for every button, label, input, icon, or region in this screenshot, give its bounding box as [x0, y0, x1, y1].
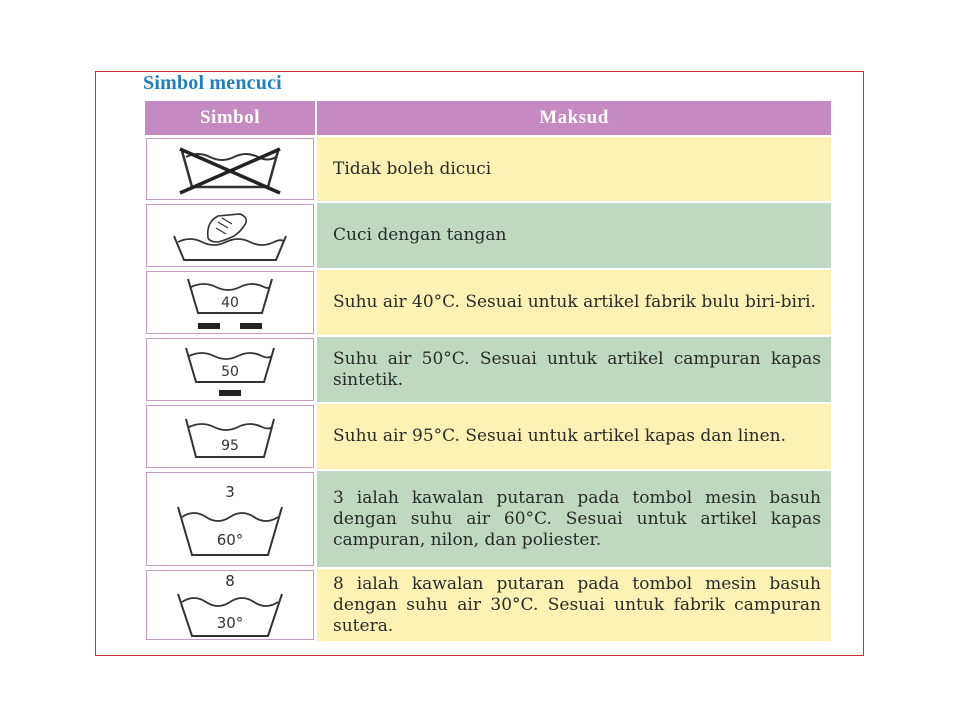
symbol-cell [144, 403, 316, 470]
meaning-cell: 8 ialah kawalan putaran pada tombol mesin basuh dengan suhu air 30°C. Sesuai untuk fabrik campuran sutera. [316, 568, 832, 642]
meaning-cell: Tidak boleh dicuci [316, 136, 832, 202]
temperature-label: 50 [221, 363, 239, 380]
meaning-cell: Cuci dengan tangan [316, 202, 832, 269]
do-not-wash-icon [160, 141, 300, 197]
table-row [144, 336, 832, 403]
temperature-label: 30° [216, 614, 244, 632]
machine-wash-30-icon [160, 570, 300, 640]
table-header-row [144, 100, 832, 136]
symbol-cell [144, 470, 316, 568]
spin-level-label: 8 [225, 572, 235, 590]
table-row [144, 403, 832, 470]
temperature-label: 95 [221, 437, 239, 454]
meaning-cell: Suhu air 50°C. Sesuai untuk artikel campuran kapas sintetik. [316, 336, 832, 403]
symbol-cell [144, 202, 316, 269]
wash-40-icon [160, 273, 300, 333]
table-row [144, 568, 832, 642]
meaning-cell: Suhu air 95°C. Sesuai untuk artikel kapas dan linen. [316, 403, 832, 470]
symbol-cell [144, 568, 316, 642]
table-row [144, 470, 832, 568]
wash-50-icon [160, 340, 300, 400]
table-row [144, 136, 832, 202]
washing-symbols-table [143, 99, 833, 643]
temperature-label: 40 [221, 294, 239, 311]
table-row [144, 269, 832, 336]
meaning-cell: 3 ialah kawalan putaran pada tombol mesin basuh dengan suhu air 60°C. Sesuai untuk artikel kapas campuran, nilon, dan poliester. [316, 470, 832, 568]
symbol-cell [144, 136, 316, 202]
header-meaning: Maksud [316, 100, 832, 136]
spin-level-label: 3 [225, 483, 235, 501]
header-symbol: Simbol [144, 100, 316, 136]
meaning-cell: Suhu air 40°C. Sesuai untuk artikel fabrik bulu biri-biri. [316, 269, 832, 336]
gentle-bar [240, 323, 262, 329]
symbol-cell [144, 269, 316, 336]
temperature-label: 60° [216, 531, 244, 549]
hand-wash-icon [160, 208, 300, 264]
wash-95-icon [160, 409, 300, 465]
machine-wash-60-icon [160, 477, 300, 561]
page-title: Simbol mencuci [143, 72, 282, 94]
gentle-bar [219, 390, 241, 396]
symbol-cell [144, 336, 316, 403]
gentle-bar [198, 323, 220, 329]
table-row [144, 202, 832, 269]
